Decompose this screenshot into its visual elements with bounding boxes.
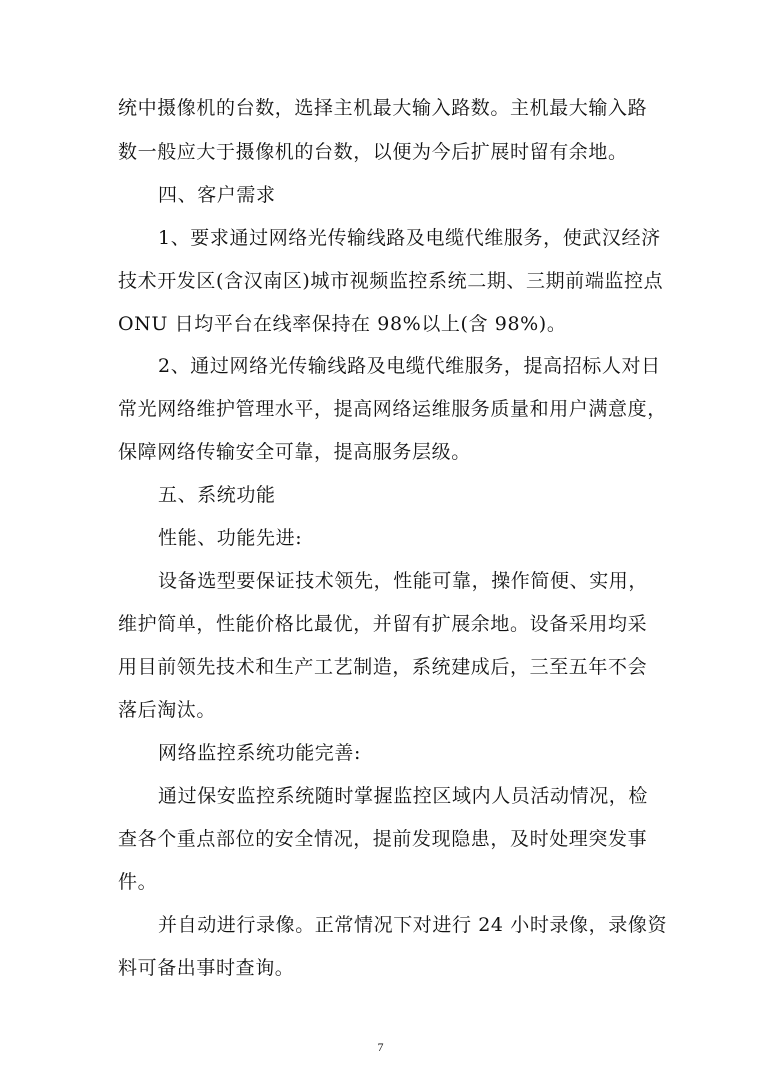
subheading: 网络监控系统功能完善: xyxy=(158,742,362,764)
paragraph-line: 维护简单，性能价格比最优，并留有扩展余地。设备采用均采 xyxy=(118,613,648,635)
paragraph-line: 技术开发区(含汉南区)城市视频监控系统二期、三期前端监控点 xyxy=(118,270,664,292)
paragraph-line: 常光网络维护管理水平，提高网络运维服务质量和用户满意度， xyxy=(118,398,667,420)
paragraph-line: ONU 日均平台在线率保持在 98%以上(含 98%)。 xyxy=(118,313,567,335)
paragraph-line: 查各个重点部位的安全情况，提前发现隐患，及时处理突发事 xyxy=(118,828,648,850)
paragraph-line: 数一般应大于摄像机的台数，以便为今后扩展时留有余地。 xyxy=(118,141,628,163)
paragraph-line: 落后淘汰。 xyxy=(118,699,217,721)
paragraph-line: 2、通过网络光传输线路及电缆代维服务，提高招标人对日 xyxy=(158,355,661,377)
paragraph-line: 用目前领先技术和生产工艺制造，系统建成后，三至五年不会 xyxy=(118,656,648,678)
paragraph-line: 保障网络传输安全可靠，提高服务层级。 xyxy=(118,441,471,463)
page-number: 7 xyxy=(377,1040,384,1054)
paragraph-line: 通过保安监控系统随时掌握监控区域内人员活动情况，检 xyxy=(158,785,649,807)
section-heading: 四、客户需求 xyxy=(158,184,276,206)
subheading: 性能、功能先进: xyxy=(158,527,303,549)
paragraph-line: 1、要求通过网络光传输线路及电缆代维服务，使武汉经济 xyxy=(158,227,661,249)
section-heading: 五、系统功能 xyxy=(158,484,276,506)
paragraph-line: 统中摄像机的台数，选择主机最大输入路数。主机最大输入路 xyxy=(118,97,648,119)
paragraph-line: 料可备出事时查询。 xyxy=(118,957,295,979)
paragraph-line: 并自动进行录像。正常情况下对进行 24 小时录像，录像资 xyxy=(158,914,668,936)
paragraph-line: 设备选型要保证技术领先，性能可靠，操作简便、实用， xyxy=(158,570,649,592)
paragraph-line: 件。 xyxy=(118,871,158,893)
